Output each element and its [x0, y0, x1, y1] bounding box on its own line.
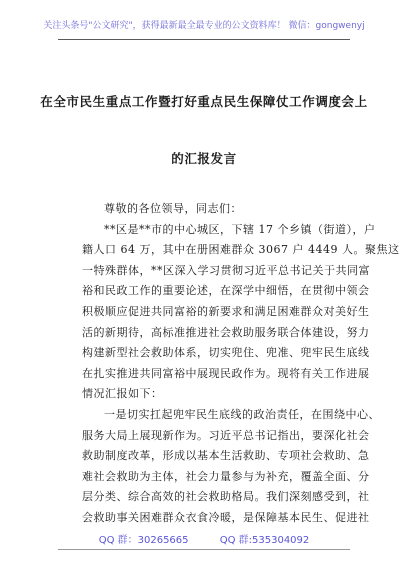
paragraph-line: 在扎实推进共同富裕中展现民政作为。现将有关工作进展 — [82, 366, 370, 380]
paragraph-line: 积极顺应促进共同富裕的新要求和满足困难群众对美好生 — [82, 304, 370, 318]
paragraph-line: 一特殊群体，**区深入学习贯彻习近平总书记关于共同富 — [82, 263, 370, 277]
document-body — [82, 199, 400, 529]
document-title-line-2: 的汇报发言 — [171, 151, 237, 166]
paragraph-line: 情况汇报如下： — [82, 387, 163, 401]
paragraph-line: 一是切实扛起兜牢民生底线的政治责任，在围绕中心、 — [104, 407, 380, 421]
document-title-line-1: 在全市民生重点工作暨打好重点民生保障仗工作调度会上 — [40, 94, 368, 109]
paragraph-1 — [82, 220, 400, 405]
paragraph-line: 难社会救助为主体，社会力量参与为补充，覆盖全面、分 — [82, 469, 370, 483]
paragraph-line: 裕和民政工作的重要论述，在深学中细悟，在贯彻中领会 — [82, 284, 370, 298]
salutation: 尊敬的各位领导，同志们： — [104, 202, 242, 215]
footer-divider — [58, 549, 350, 550]
paragraph-line: 活的新期待，高标准推进社会救助服务联合体建设，努力 — [82, 325, 370, 339]
paragraph-2 — [82, 405, 380, 529]
paragraph-line: 构建新型社会救助体系，切实兜住、兜准、兜牢民生底线 — [82, 346, 370, 360]
footer-qq-group-1: QQ 群：30265665 — [98, 535, 189, 546]
paragraph-line: 服务大局上展现新作为。习近平总书记指出，要深化社会 — [82, 428, 370, 442]
page-footer — [0, 531, 408, 546]
paragraph-line: 救助制度改革，形成以基本生活救助、专项社会救助、急 — [82, 449, 370, 463]
paragraph-line: 层分类、综合高效的社会救助格局。我们深刻感受到，社 — [82, 490, 370, 504]
header-divider — [58, 39, 350, 40]
footer-qq-group-2: QQ 群:535304092 — [219, 535, 310, 546]
paragraph-line: **区是**市的中心城区，下辖 17 个乡镇（街道），户 — [104, 222, 376, 236]
paragraph-line: 会救助事关困难群众衣食冷暖，是保障基本民生、促进社 — [82, 510, 370, 524]
page-header: 关注头条号"公文研究"，获得最新最全最专业的公文资料库！ 微信：gongwenyj — [43, 21, 365, 31]
paragraph-line: 籍人口 64 万，其中在册困难群众 3067 户 4449 人。聚焦这 — [82, 243, 400, 257]
